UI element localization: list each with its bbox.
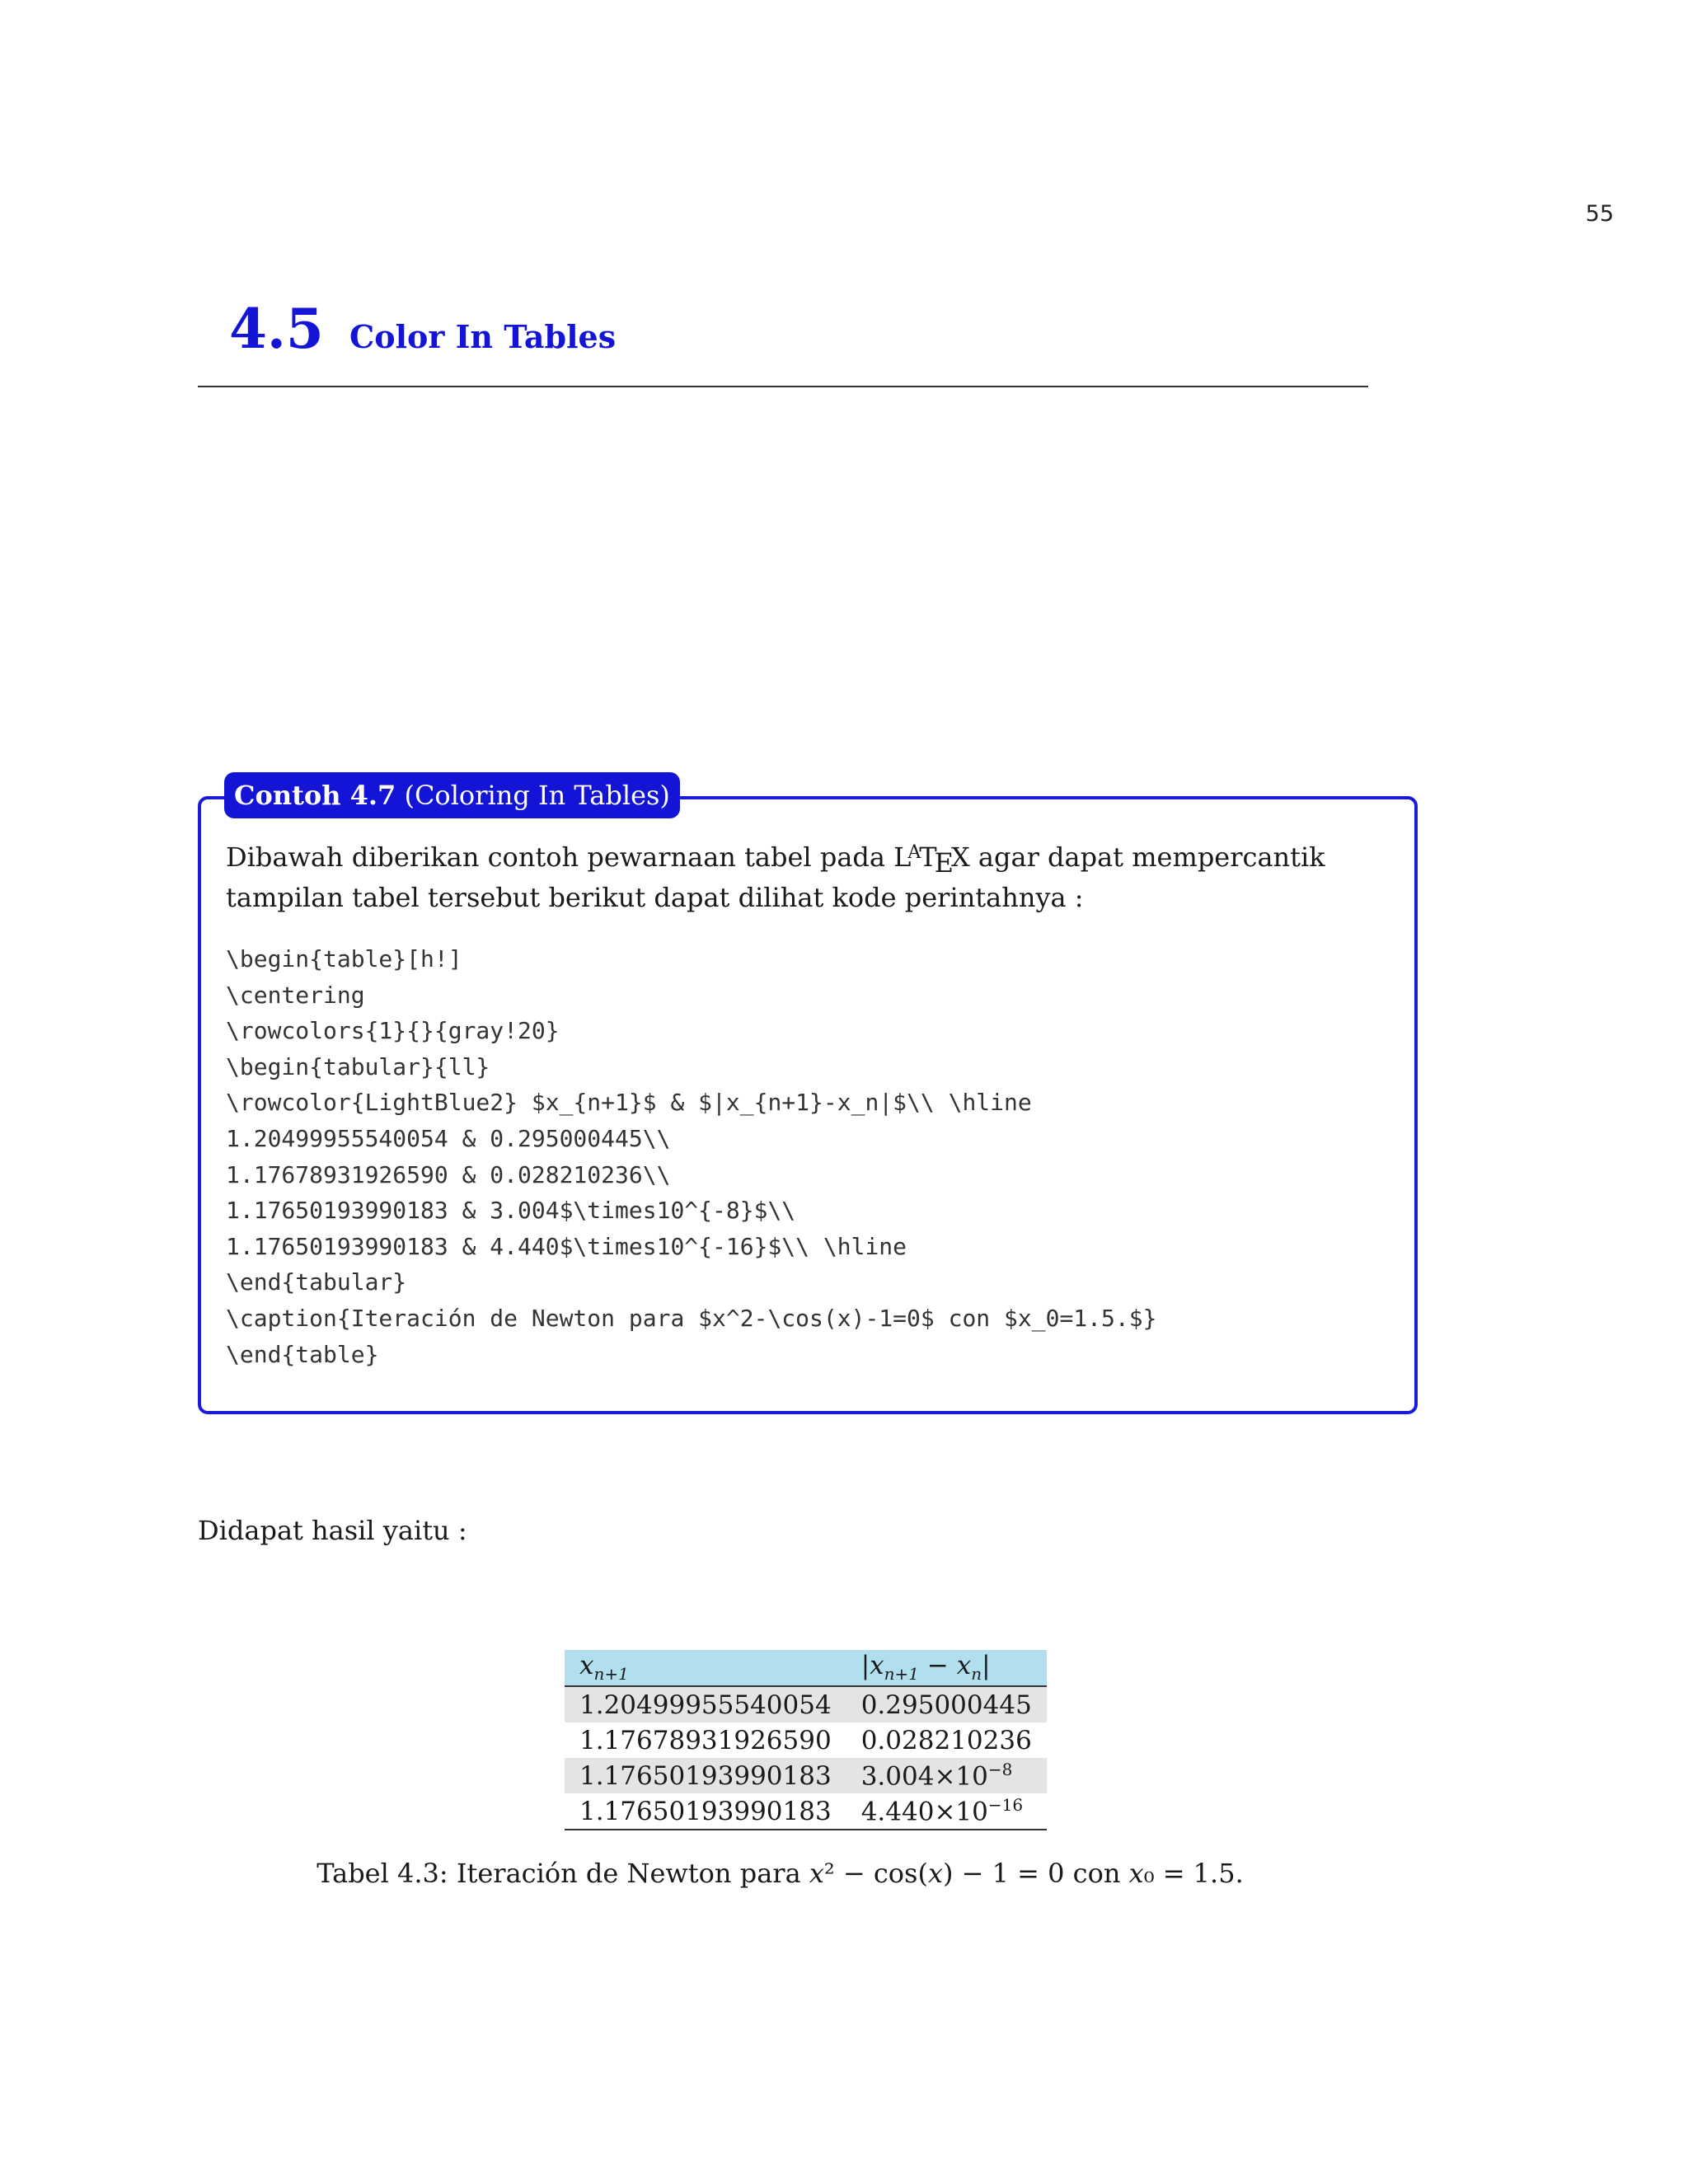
example-tab <box>224 772 680 818</box>
table-row <box>565 1793 1047 1830</box>
table-cell: 0.295000445 <box>846 1686 1047 1722</box>
code-line: \caption{Iteración de Newton para $x^2-\cos(x)-1=0$ con $x_0=1.5.$} <box>226 1304 1157 1332</box>
table-cell: 1.17678931926590 <box>579 1725 832 1755</box>
intro-text-before: Dibawah diberikan contoh pewarnaan tabel pada <box>226 841 894 873</box>
code-line: \begin{table}[h!] <box>226 945 462 972</box>
code-line: 1.20499955540054 & 0.295000445\\ <box>226 1124 671 1152</box>
section-rule <box>198 386 1368 387</box>
code-line: 1.17650193990183 & 3.004$\times10^{-8}$\\ <box>226 1197 796 1225</box>
section-number: 4.5 <box>229 297 324 361</box>
example-label: Contoh 4.7 <box>234 780 396 811</box>
intro-text-after: agar dapat mempercantik tampilan tabel tersebut berikut dapat dilihat kode perintahnya : <box>226 841 1325 913</box>
example-subtitle: (Coloring In Tables) <box>404 780 670 811</box>
latex-logo: $L^ATEX$ <box>893 841 970 879</box>
code-line: \begin{tabular}{ll} <box>226 1052 490 1080</box>
table-cell: $4.440\times 10^{-16}$ <box>846 1793 1047 1830</box>
code-line: \end{table} <box>226 1340 379 1368</box>
header-cell-x-next: $x_{n+1}$ <box>565 1650 846 1686</box>
code-line: 1.17650193990183 & 4.440$\times10^{-16}$\\ \hline <box>226 1232 907 1260</box>
code-line: \rowcolor{LightBlue2} $x_{n+1}$ & $|x_{n+1}-x_n|$\\ \hline <box>226 1089 1032 1117</box>
code-line: \rowcolors{1}{}{gray!20} <box>226 1017 560 1045</box>
code-block <box>226 941 1156 1372</box>
table-cell: 1.17650193990183 <box>565 1793 846 1830</box>
table-caption: Tabel 4.3: Iteración de Newton para x² − cos(x) − 1 = 0 con x₀ = 1.5. <box>316 1858 1244 1889</box>
table-row <box>565 1758 1047 1793</box>
page-number: 55 <box>1585 201 1614 227</box>
table-cell: 1.17650193990183 <box>565 1758 846 1793</box>
table-cell: 1.20499955540054 <box>565 1686 846 1722</box>
code-line: \end{tabular} <box>226 1268 407 1296</box>
table-row <box>565 1722 1047 1758</box>
code-line: \centering <box>226 981 365 1009</box>
example-intro <box>226 839 1413 916</box>
table-header-row <box>565 1650 1047 1686</box>
result-label: Didapat hasil yaitu : <box>198 1515 467 1546</box>
result-table <box>565 1650 1047 1830</box>
table-row <box>565 1686 1047 1722</box>
table-cell: 0.028210236 <box>860 1725 1032 1755</box>
header-cell-diff: $|x_{n+1} - x_n|$ <box>846 1650 1047 1686</box>
section-heading <box>229 297 1367 361</box>
section-title: Color In Tables <box>349 318 617 355</box>
table-cell: $3.004\times 10^{-8}$ <box>846 1758 1047 1793</box>
code-line: 1.17678931926590 & 0.028210236\\ <box>226 1160 671 1188</box>
